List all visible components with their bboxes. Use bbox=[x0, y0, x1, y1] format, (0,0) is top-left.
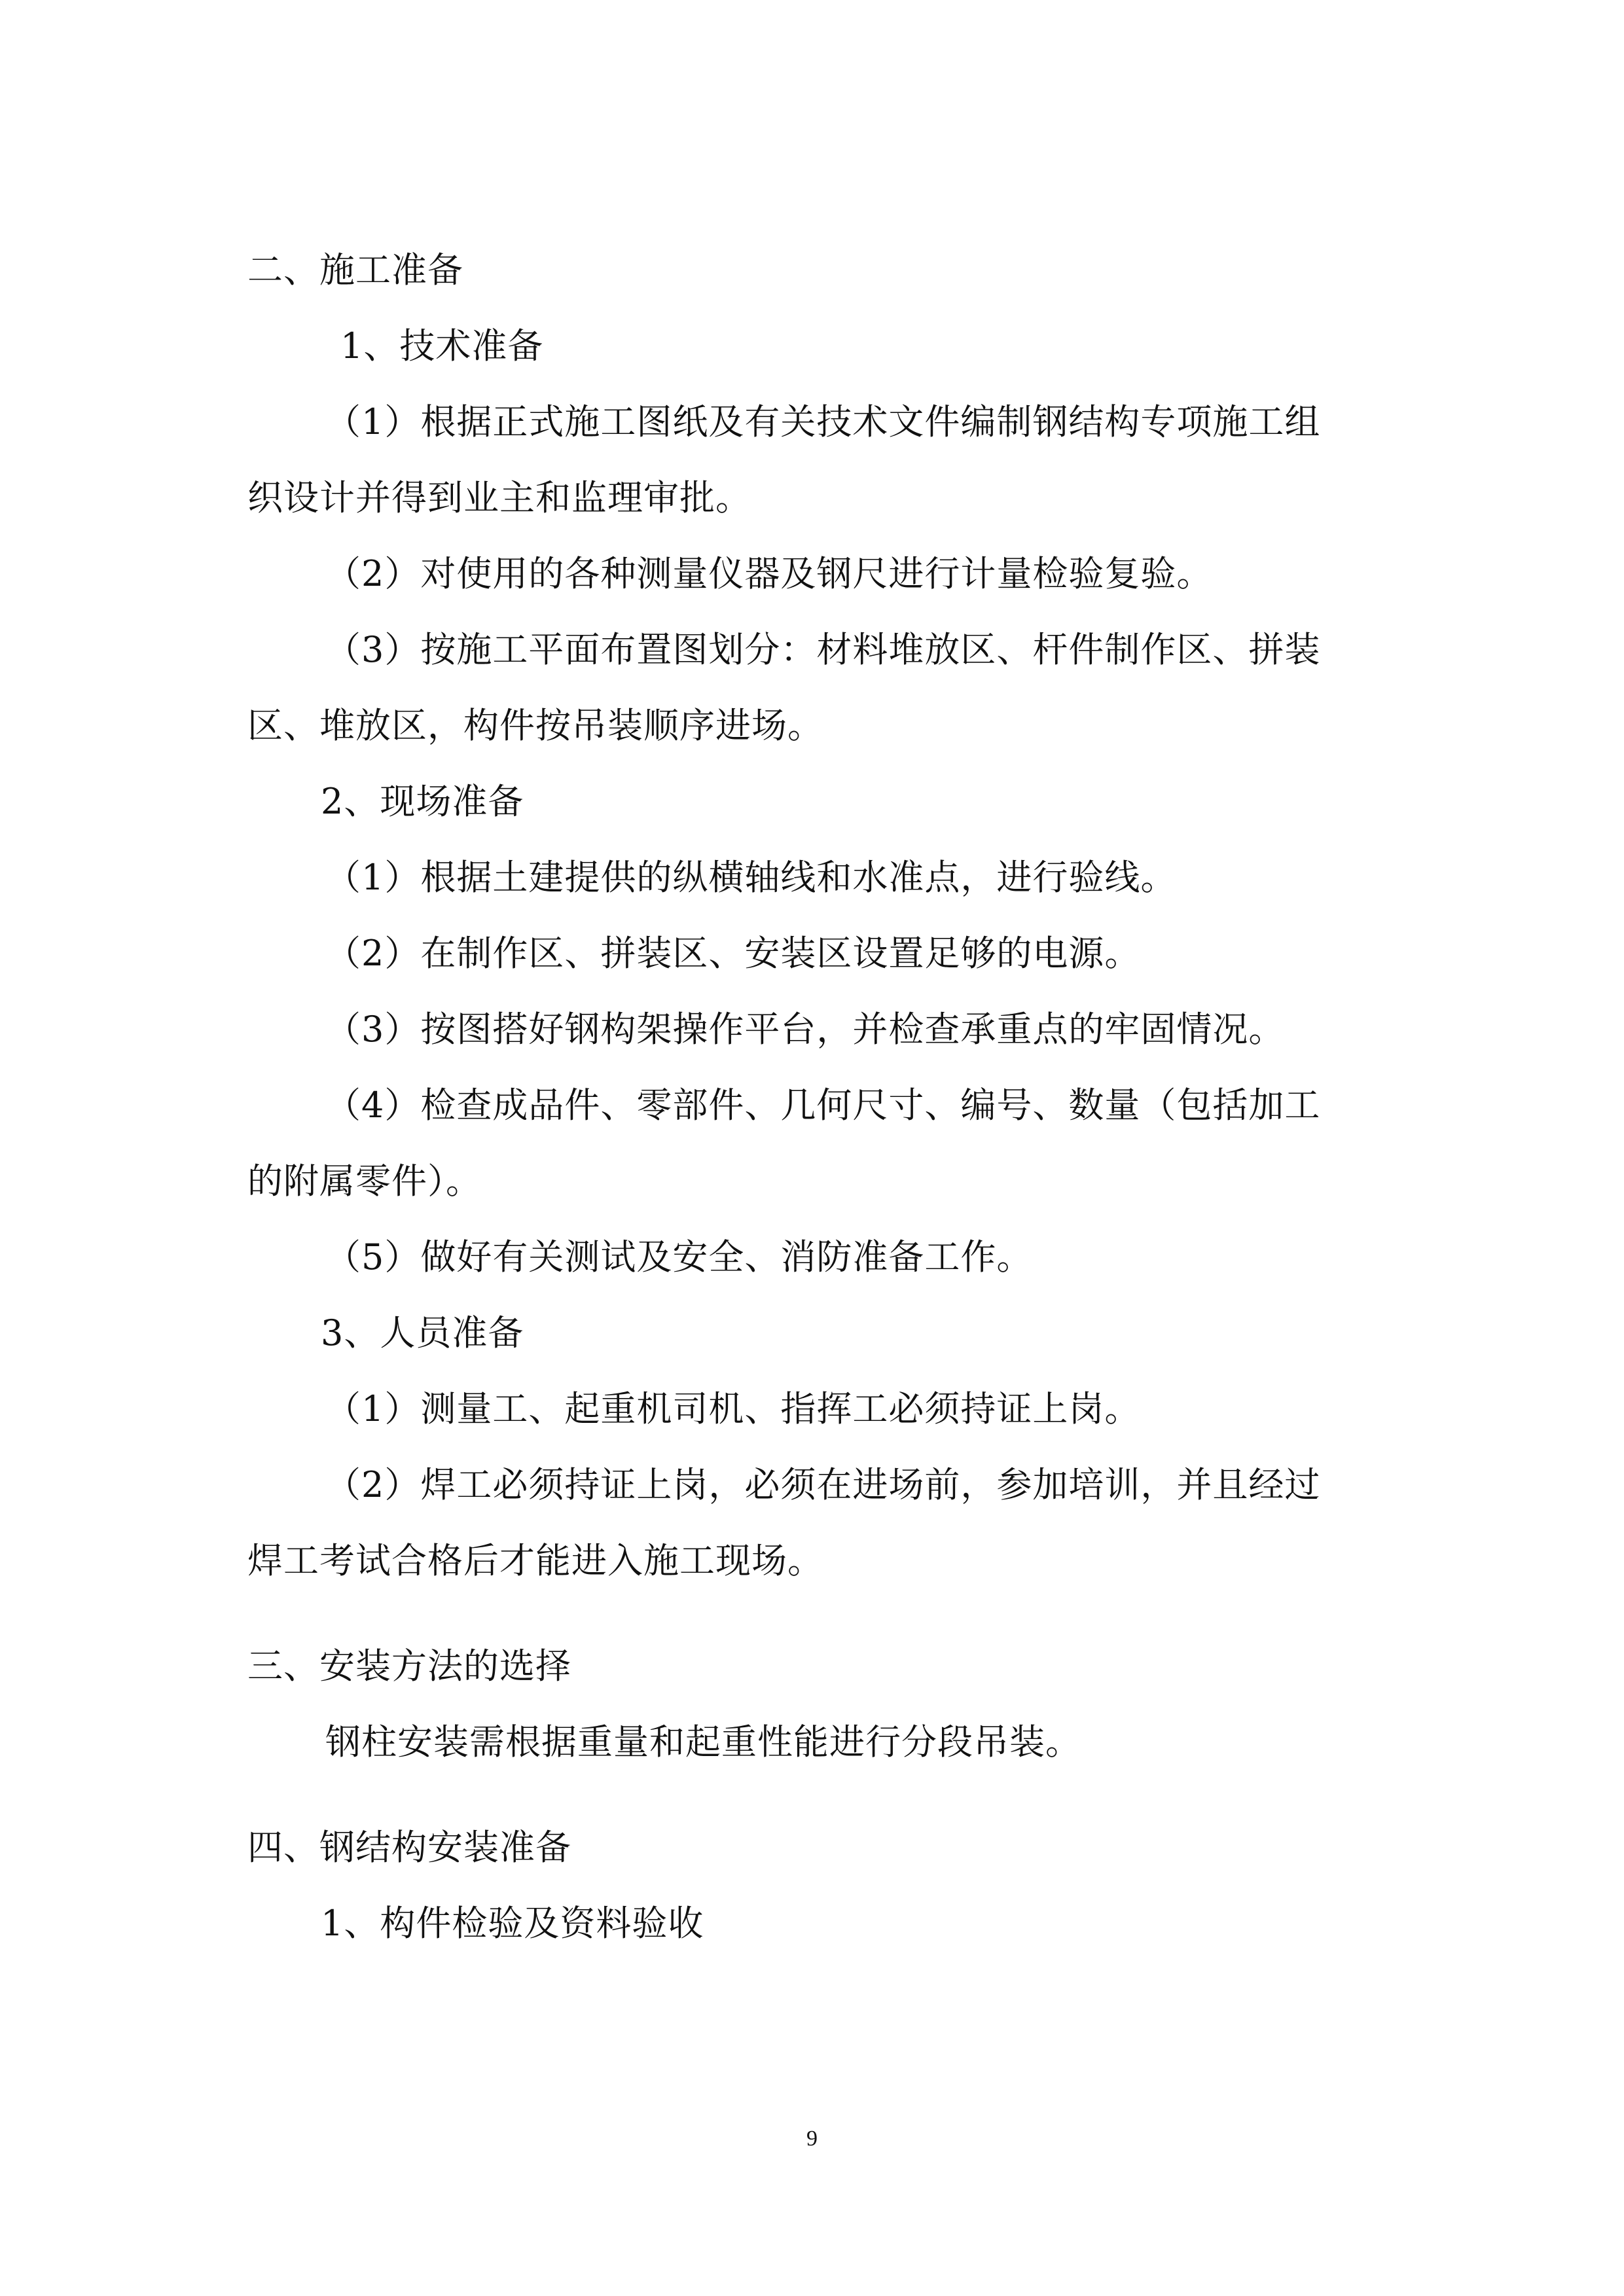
paragraph-line: 区、堆放区，构件按吊装顺序进场。 bbox=[247, 705, 823, 746]
paragraph-line: （4）检查成品件、零部件、几何尺寸、编号、数量（包括加工 bbox=[325, 1085, 1321, 1126]
section-heading-construction-prep: 二、施工准备 bbox=[247, 249, 463, 291]
paragraph-line: 焊工考试合格后才能进入施工现场。 bbox=[247, 1540, 823, 1581]
paragraph-line: 织设计并得到业主和监理审批。 bbox=[247, 477, 751, 518]
paragraph-line: （3）按图搭好钢构架操作平台，并检查承重点的牢固情况。 bbox=[325, 1009, 1285, 1050]
paragraph-line: 的附属零件）。 bbox=[247, 1160, 482, 1202]
paragraph-line: 钢柱安装需根据重量和起重性能进行分段吊装。 bbox=[325, 1721, 1081, 1763]
paragraph-line: （2）焊工必须持证上岗，必须在进场前，参加培训，并且经过 bbox=[325, 1464, 1321, 1505]
paragraph-line: （5）做好有关测试及安全、消防准备工作。 bbox=[325, 1236, 1033, 1278]
section-heading-install-method: 三、安装方法的选择 bbox=[247, 1645, 571, 1687]
subheading-component-inspection: 1、构件检验及资料验收 bbox=[321, 1903, 704, 1944]
paragraph-line: （1）根据正式施工图纸及有关技术文件编制钢结构专项施工组 bbox=[325, 401, 1321, 442]
paragraph-line: （3）按施工平面布置图划分：材料堆放区、杆件制作区、拼装 bbox=[325, 629, 1321, 670]
subheading-personnel-prep: 3、人员准备 bbox=[321, 1312, 524, 1354]
section-heading-steel-install-prep: 四、钢结构安装准备 bbox=[247, 1827, 571, 1868]
paragraph-line: （2）在制作区、拼装区、安装区设置足够的电源。 bbox=[325, 933, 1141, 974]
paragraph-line: （1）根据土建提供的纵横轴线和水准点，进行验线。 bbox=[325, 857, 1177, 898]
paragraph-line: （2）对使用的各种测量仪器及钢尺进行计量检验复验。 bbox=[325, 553, 1213, 594]
subheading-technical-prep: 1、技术准备 bbox=[340, 325, 544, 367]
subheading-site-prep: 2、现场准备 bbox=[321, 781, 524, 822]
paragraph-line: （1）测量工、起重机司机、指挥工必须持证上岗。 bbox=[325, 1388, 1141, 1429]
page-number: 9 bbox=[806, 2126, 818, 2151]
